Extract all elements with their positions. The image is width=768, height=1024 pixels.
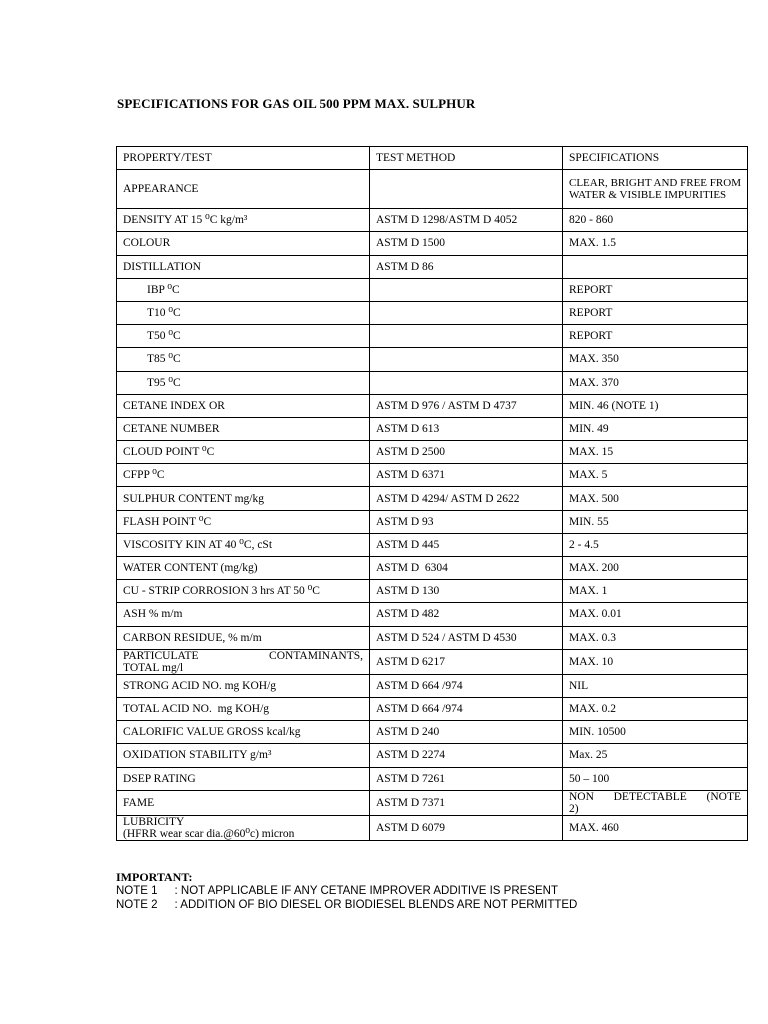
method-cell: ASTM D 482: [370, 603, 563, 626]
spec-cell: [563, 790, 748, 815]
table-row: [117, 417, 748, 440]
table-row: [117, 744, 748, 767]
property-text: TOTAL mg/l: [123, 661, 184, 674]
spec-cell: MAX. 10: [563, 649, 748, 674]
table-row: [117, 674, 748, 697]
property-cell: STRONG ACID NO. mg KOH/g: [117, 674, 370, 697]
table-row: [117, 697, 748, 720]
spec-cell: MAX. 1.5: [563, 232, 748, 255]
method-cell: ASTM D 1298/ASTM D 4052: [370, 209, 563, 232]
spec-cell: MAX. 0.01: [563, 603, 748, 626]
spec-cell: MIN. 55: [563, 510, 748, 533]
spec-cell: MAX. 5: [563, 464, 748, 487]
method-cell: ASTM D 7261: [370, 767, 563, 790]
table-row: [117, 721, 748, 744]
spec-cell: MAX. 1: [563, 580, 748, 603]
property-cell: FLASH POINT ⁰C: [117, 510, 370, 533]
spec-cell: REPORT: [563, 325, 748, 348]
spec-cell: MAX. 460: [563, 815, 748, 840]
table-row: [117, 626, 748, 649]
table-row: [117, 170, 748, 209]
method-cell: ASTM D 1500: [370, 232, 563, 255]
table-row: [117, 441, 748, 464]
table-row: [117, 487, 748, 510]
table-row: [117, 255, 748, 278]
spec-cell: [563, 255, 748, 278]
spec-cell: 2 - 4.5: [563, 533, 748, 556]
method-cell: ASTM D 86: [370, 255, 563, 278]
property-cell: CETANE NUMBER: [117, 417, 370, 440]
spec-cell: MAX. 350: [563, 348, 748, 371]
note-2-label: NOTE 2: [116, 899, 158, 911]
spec-cell: MIN. 10500: [563, 721, 748, 744]
spec-cell: REPORT: [563, 278, 748, 301]
method-cell: [370, 170, 563, 209]
method-cell: ASTM D 664 /974: [370, 697, 563, 720]
method-cell: [370, 371, 563, 394]
document-title: SPECIFICATIONS FOR GAS OIL 500 PPM MAX. SULPHUR: [117, 96, 476, 111]
table-row: [117, 557, 748, 580]
table-row: [117, 325, 748, 348]
method-cell: [370, 348, 563, 371]
property-cell: COLOUR: [117, 232, 370, 255]
property-text: T95 ⁰C: [147, 376, 181, 389]
spec-text: CLEAR, BRIGHT AND FREE FROM WATER & VISIBLE IMPURITIES: [569, 177, 741, 202]
table-row: [117, 790, 748, 815]
note-2: [116, 898, 577, 912]
method-cell: [370, 301, 563, 324]
property-text: IBP ⁰C: [147, 283, 180, 296]
spec-cell: MAX. 370: [563, 371, 748, 394]
table-row: [117, 815, 748, 840]
property-cell: CETANE INDEX OR: [117, 394, 370, 417]
method-cell: ASTM D 6079: [370, 815, 563, 840]
property-cell: [117, 348, 370, 371]
table-row: [117, 301, 748, 324]
property-cell: [117, 649, 370, 674]
spec-cell: 820 - 860: [563, 209, 748, 232]
property-text: T50 ⁰C: [147, 330, 181, 343]
property-cell: DENSITY AT 15 ⁰C kg/m³: [117, 209, 370, 232]
table-row: [117, 649, 748, 674]
property-cell: DSEP RATING: [117, 767, 370, 790]
table-row: [117, 510, 748, 533]
note-1-text: : NOT APPLICABLE IF ANY CETANE IMPROVER ADDITIVE IS PRESENT: [174, 885, 558, 897]
property-cell: ASH % m/m: [117, 603, 370, 626]
property-cell: [117, 301, 370, 324]
method-cell: ASTM D 524 / ASTM D 4530: [370, 626, 563, 649]
table-row: [117, 767, 748, 790]
method-cell: ASTM D 6371: [370, 464, 563, 487]
table-row: [117, 533, 748, 556]
notes-heading: IMPORTANT:: [116, 870, 193, 884]
method-cell: ASTM D 2274: [370, 744, 563, 767]
property-cell: CU - STRIP CORROSION 3 hrs AT 50 ⁰C: [117, 580, 370, 603]
spec-text: NON DETECTABLE (NOTE: [569, 790, 741, 803]
property-cell: FAME: [117, 790, 370, 815]
property-cell: [117, 278, 370, 301]
property-text: T85 ⁰C: [147, 353, 181, 366]
property-cell: [117, 371, 370, 394]
table-row: [117, 209, 748, 232]
spec-cell: MAX. 0.2: [563, 697, 748, 720]
spec-cell: MAX. 15: [563, 441, 748, 464]
method-cell: ASTM D 7371: [370, 790, 563, 815]
table-row: [117, 394, 748, 417]
header-property: PROPERTY/TEST: [117, 147, 370, 170]
spec-cell: MAX. 500: [563, 487, 748, 510]
method-cell: ASTM D 976 / ASTM D 4737: [370, 394, 563, 417]
spec-cell: Max. 25: [563, 744, 748, 767]
property-cell: [117, 325, 370, 348]
table-row: [117, 278, 748, 301]
method-cell: ASTM D 6304: [370, 557, 563, 580]
note-2-text: : ADDITION OF BIO DIESEL OR BIODIESEL BLENDS ARE NOT PERMITTED: [174, 899, 578, 911]
property-cell: CALORIFIC VALUE GROSS kcal/kg: [117, 721, 370, 744]
property-text: T10 ⁰C: [147, 307, 181, 320]
specifications-table: [116, 146, 748, 841]
table-row: [117, 580, 748, 603]
table-row: [117, 603, 748, 626]
property-cell: TOTAL ACID NO. mg KOH/g: [117, 697, 370, 720]
spec-cell: MAX. 200: [563, 557, 748, 580]
property-cell: DISTILLATION: [117, 255, 370, 278]
spec-cell: REPORT: [563, 301, 748, 324]
property-text: LUBRICITY: [123, 815, 185, 828]
property-cell: VISCOSITY KIN AT 40 ⁰C, cSt: [117, 533, 370, 556]
property-cell: CLOUD POINT ⁰C: [117, 441, 370, 464]
method-cell: ASTM D 613: [370, 417, 563, 440]
property-text: (HFRR wear scar dia.@60⁰c) micron: [123, 827, 295, 840]
method-cell: [370, 278, 563, 301]
spec-cell: MAX. 0.3: [563, 626, 748, 649]
header-method: TEST METHOD: [370, 147, 563, 170]
spec-cell: MIN. 49: [563, 417, 748, 440]
method-cell: ASTM D 240: [370, 721, 563, 744]
spec-cell: [563, 170, 748, 209]
spec-cell: 50 – 100: [563, 767, 748, 790]
method-cell: ASTM D 664 /974: [370, 674, 563, 697]
notes-section: [116, 870, 577, 912]
note-1: [116, 884, 577, 898]
table-row: [117, 464, 748, 487]
method-cell: [370, 325, 563, 348]
table-row: [117, 348, 748, 371]
note-1-label: NOTE 1: [116, 885, 158, 897]
property-cell: APPEARANCE: [117, 170, 370, 209]
method-cell: ASTM D 6217: [370, 649, 563, 674]
property-text: PARTICULATE CONTAMINANTS,: [123, 649, 363, 662]
method-cell: ASTM D 93: [370, 510, 563, 533]
header-spec: SPECIFICATIONS: [563, 147, 748, 170]
table-header-row: [117, 147, 748, 170]
spec-cell: NIL: [563, 674, 748, 697]
method-cell: ASTM D 4294/ ASTM D 2622: [370, 487, 563, 510]
table-row: [117, 371, 748, 394]
spec-cell: MIN. 46 (NOTE 1): [563, 394, 748, 417]
method-cell: ASTM D 130: [370, 580, 563, 603]
property-cell: SULPHUR CONTENT mg/kg: [117, 487, 370, 510]
property-cell: OXIDATION STABILITY g/m³: [117, 744, 370, 767]
method-cell: ASTM D 2500: [370, 441, 563, 464]
spec-text: 2): [569, 802, 579, 815]
property-cell: CFPP ⁰C: [117, 464, 370, 487]
table-row: [117, 232, 748, 255]
property-cell: [117, 815, 370, 840]
property-cell: WATER CONTENT (mg/kg): [117, 557, 370, 580]
property-cell: CARBON RESIDUE, % m/m: [117, 626, 370, 649]
method-cell: ASTM D 445: [370, 533, 563, 556]
